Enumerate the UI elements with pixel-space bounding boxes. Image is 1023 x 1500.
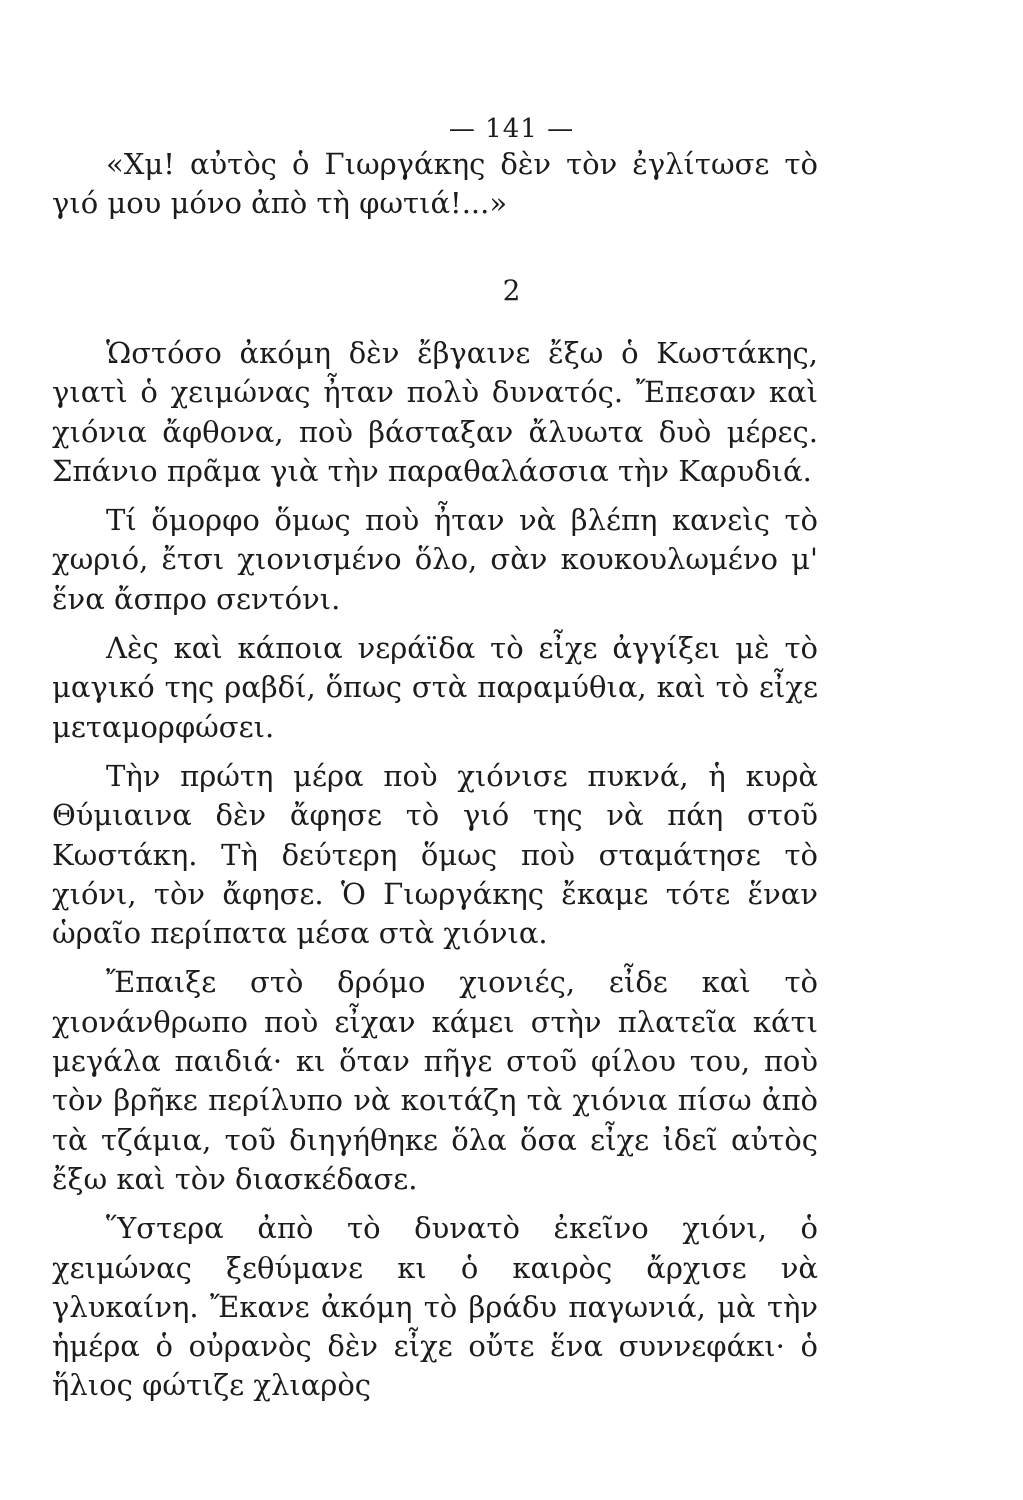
paragraph: Τὴν πρώτη μέρα ποὺ χιόνισε πυκνά, ἡ κυρὰ Θύμιαινα δὲν ἄφησε τὸ γιό της νὰ πάη στοῦ Κωστάκη. Τὴ δεύτερη ὅμως ποὺ σταμάτησε τὸ χιόνι, τὸν ἄφησε. Ὁ Γιωργάκης ἔκαμε τότε ἕναν ὡραῖο περίπατα μέσα στὰ χιόνια. <box>52 758 818 951</box>
paragraph: «Χμ! αὐτὸς ὁ Γιωργάκης δὲν τὸν ἐγλίτωσε τὸ γιό μου μόνο ἀπὸ τὴ φωτιά!...» <box>52 147 818 221</box>
opening-text <box>52 145 818 224</box>
page-number: — 141 — <box>448 114 575 144</box>
paragraph: Ἔπαιξε στὸ δρόμο χιονιές, εἶδε καὶ τὸ χιονάνθρωπο ποὺ εἶχαν κάμει στὴν πλατεῖα κάτι μεγάλα παιδιά· κι ὅταν πῆγε στοῦ φίλου του, ποὺ τὸν βρῆκε περίλυπο νὰ κοιτάζη τὰ χιόνια πίσω ἀπὸ τὰ τζάμια, τοῦ διηγήθηκε ὅλα ὅσα εἶχε ἰδεῖ αὐτὸς ἔξω καὶ τὸν διασκέδασε. <box>52 965 818 1196</box>
paragraph: Τί ὅμορφο ὅμως ποὺ ἦταν νὰ βλέπη κανεὶς τὸ χωριό, ἔτσι χιονισμένο ὅλο, σὰν κουκουλωμένο μ' ἕνα ἄσπρο σεντόνι. <box>52 503 818 616</box>
paragraph: Ὕστερα ἀπὸ τὸ δυνατὸ ἐκεῖνο χιόνι, ὁ χειμώνας ξεθύμανε κι ὁ καιρὸς ἄρχισε νὰ γλυκαίνη. Ἔκανε ἀκόμη τὸ βράδυ παγωνιά, μὰ τὴν ἡμέρα ὁ οὐρανὸς δὲν εἶχε οὔτε ἕνα συννεφάκι· ὁ ἥλιος φώτιζε χλιαρὸς <box>52 1211 818 1403</box>
paragraph: Λὲς καὶ κάποια νεράϊδα τὸ εἶχε ἀγγίξει μὲ τὸ μαγικό της ραβδί, ὅπως στὰ παραμύθια, καὶ τὸ εἶχε μεταμορφώσει. <box>52 631 818 744</box>
section-text <box>52 334 818 1406</box>
section-number: 2 <box>502 274 521 307</box>
paragraph: Ὡστόσο ἀκόμη δὲν ἔβγαινε ἔξω ὁ Κωστάκης, γιατὶ ὁ χειμώνας ἦταν πολὺ δυνατός. Ἔπεσαν καὶ χιόνια ἄφθονα, ποὺ βάσταξαν ἄλυωτα δυὸ μέρες. Σπάνιο πρᾶμα γιὰ τὴν παραθαλάσσια τὴν Καρυδιά. <box>52 336 818 488</box>
